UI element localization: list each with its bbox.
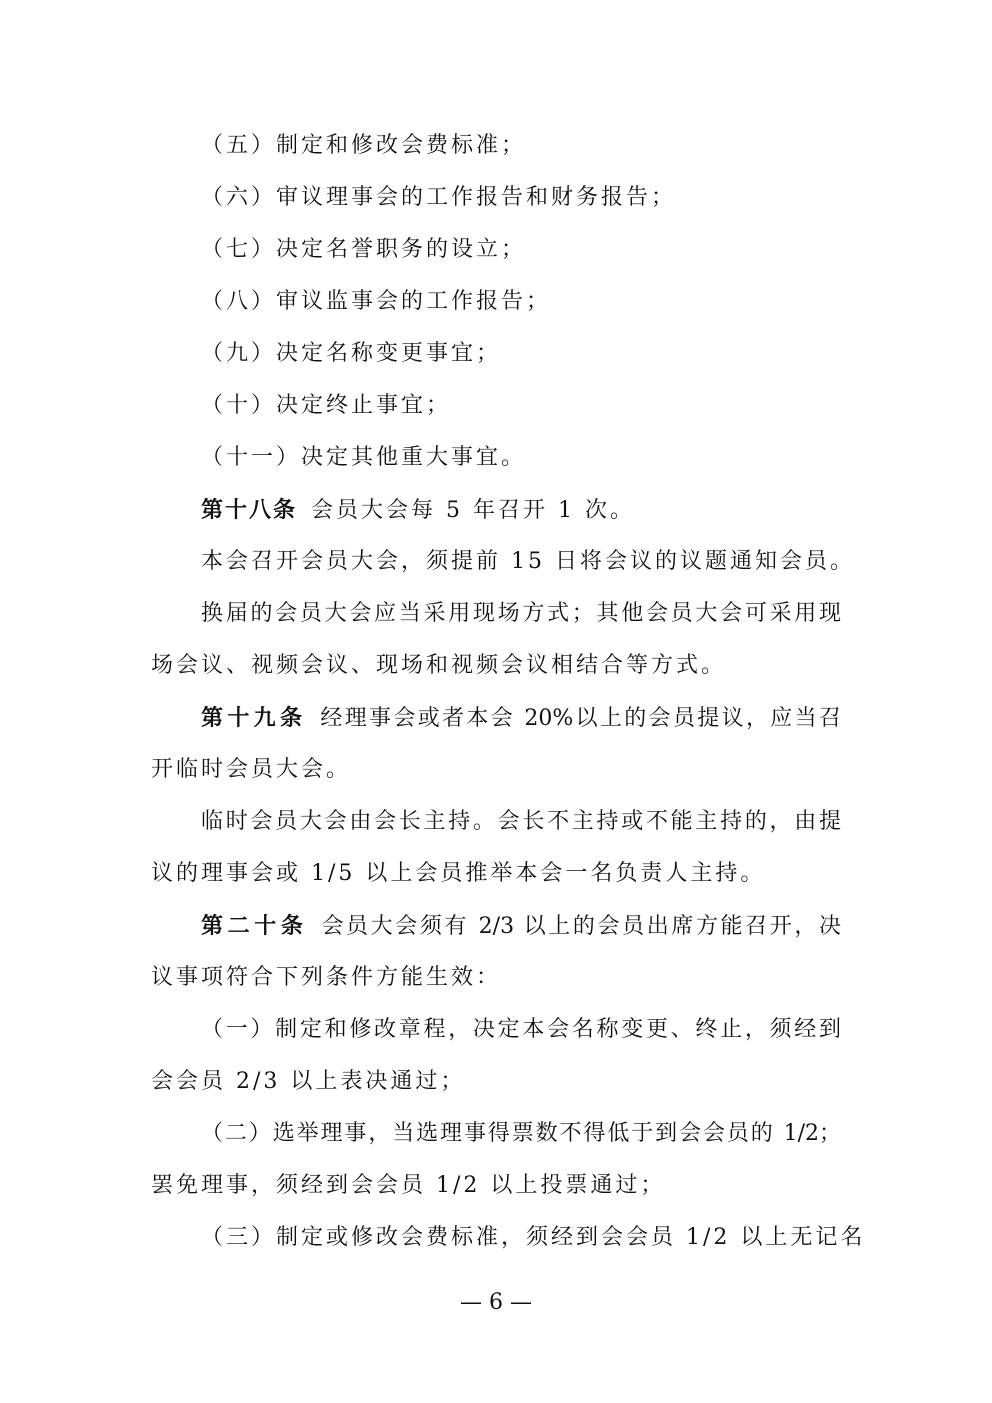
line-text: 临时会员大会由会长主持。会长不主持或不能主持的，由提 (201, 809, 841, 834)
text-line (151, 640, 841, 692)
paragraph (151, 588, 841, 692)
paragraph (151, 432, 841, 484)
text-line (151, 432, 841, 484)
line-text: （六）审议理事会的工作报告和财务报告； (201, 185, 677, 210)
text-line (151, 1056, 841, 1108)
text-line (151, 744, 841, 796)
paragraph (151, 380, 841, 432)
line-text: （一）制定和修改章程，决定本会名称变更、终止，须经到 (201, 1017, 841, 1042)
text-line (151, 328, 841, 380)
line-text: 经理事会或者本会 20%以上的会员提议，应当召 (320, 706, 841, 731)
document-body (151, 120, 866, 1264)
text-line (151, 484, 841, 536)
text-line (151, 588, 841, 640)
text-line (151, 848, 841, 900)
text-line (151, 380, 841, 432)
line-text: 罢免理事，须经到会会员 1/2 以上投票通过； (151, 1173, 666, 1198)
paragraph (151, 276, 841, 328)
line-text: （五）制定和修改会费标准； (201, 133, 527, 158)
line-text: （七）决定名誉职务的设立； (201, 237, 527, 262)
line-text: 会会员 2/3 以上表决通过； (151, 1069, 466, 1094)
paragraph (151, 328, 841, 380)
text-line (151, 1108, 841, 1160)
text-line (151, 224, 841, 276)
line-text: 会员大会须有 2/3 以上的会员出席方能召开，决 (321, 914, 841, 939)
paragraph (151, 1108, 841, 1212)
paragraph (151, 1004, 841, 1108)
line-text: 换届的会员大会应当采用现场方式；其他会员大会可采用现 (201, 601, 841, 626)
line-text: （二）选举理事，当选理事得票数不得低于到会会员的 1/2； (201, 1121, 841, 1146)
article-paragraph (151, 484, 841, 536)
paragraph (151, 120, 841, 172)
page-number: — 6 — (460, 1290, 532, 1315)
text-line (151, 276, 841, 328)
paragraph (151, 172, 841, 224)
article-heading: 第十八条 (201, 497, 298, 523)
line-text: （八）审议监事会的工作报告； (201, 289, 552, 314)
line-text: （十）决定终止事宜； (201, 393, 452, 418)
text-line (151, 952, 841, 1004)
line-text: 议事项符合下列条件方能生效： (151, 965, 502, 990)
article-paragraph (151, 900, 841, 1004)
line-text: （十一）决定其他重大事宜。 (201, 445, 527, 470)
text-line (151, 1212, 866, 1264)
line-text: 会员大会每 5 年召开 1 次。 (311, 498, 635, 523)
text-line (151, 796, 841, 848)
article-heading: 第十九条 (201, 705, 307, 731)
paragraph (151, 1212, 866, 1264)
text-line (151, 1160, 841, 1212)
line-text: 本会召开会员大会，须提前 15 日将会议的议题通知会员。 (201, 549, 855, 574)
line-text: 议的理事会或 1/5 以上会员推举本会一名负责人主持。 (151, 861, 766, 886)
article-heading: 第二十条 (201, 913, 308, 939)
text-line (151, 900, 841, 952)
text-line (151, 1004, 841, 1056)
text-line (151, 692, 841, 744)
line-text: （九）决定名称变更事宜； (201, 341, 502, 366)
article-paragraph (151, 692, 841, 796)
text-line (151, 120, 841, 172)
paragraph (151, 536, 855, 588)
text-line (151, 536, 855, 588)
text-line (151, 172, 841, 224)
paragraph (151, 796, 841, 900)
line-text: （三）制定或修改会费标准，须经到会会员 1/2 以上无记名 (201, 1225, 866, 1250)
paragraph (151, 224, 841, 276)
line-text: 场会议、视频会议、现场和视频会议相结合等方式。 (151, 653, 727, 678)
line-text: 开临时会员大会。 (151, 757, 352, 782)
